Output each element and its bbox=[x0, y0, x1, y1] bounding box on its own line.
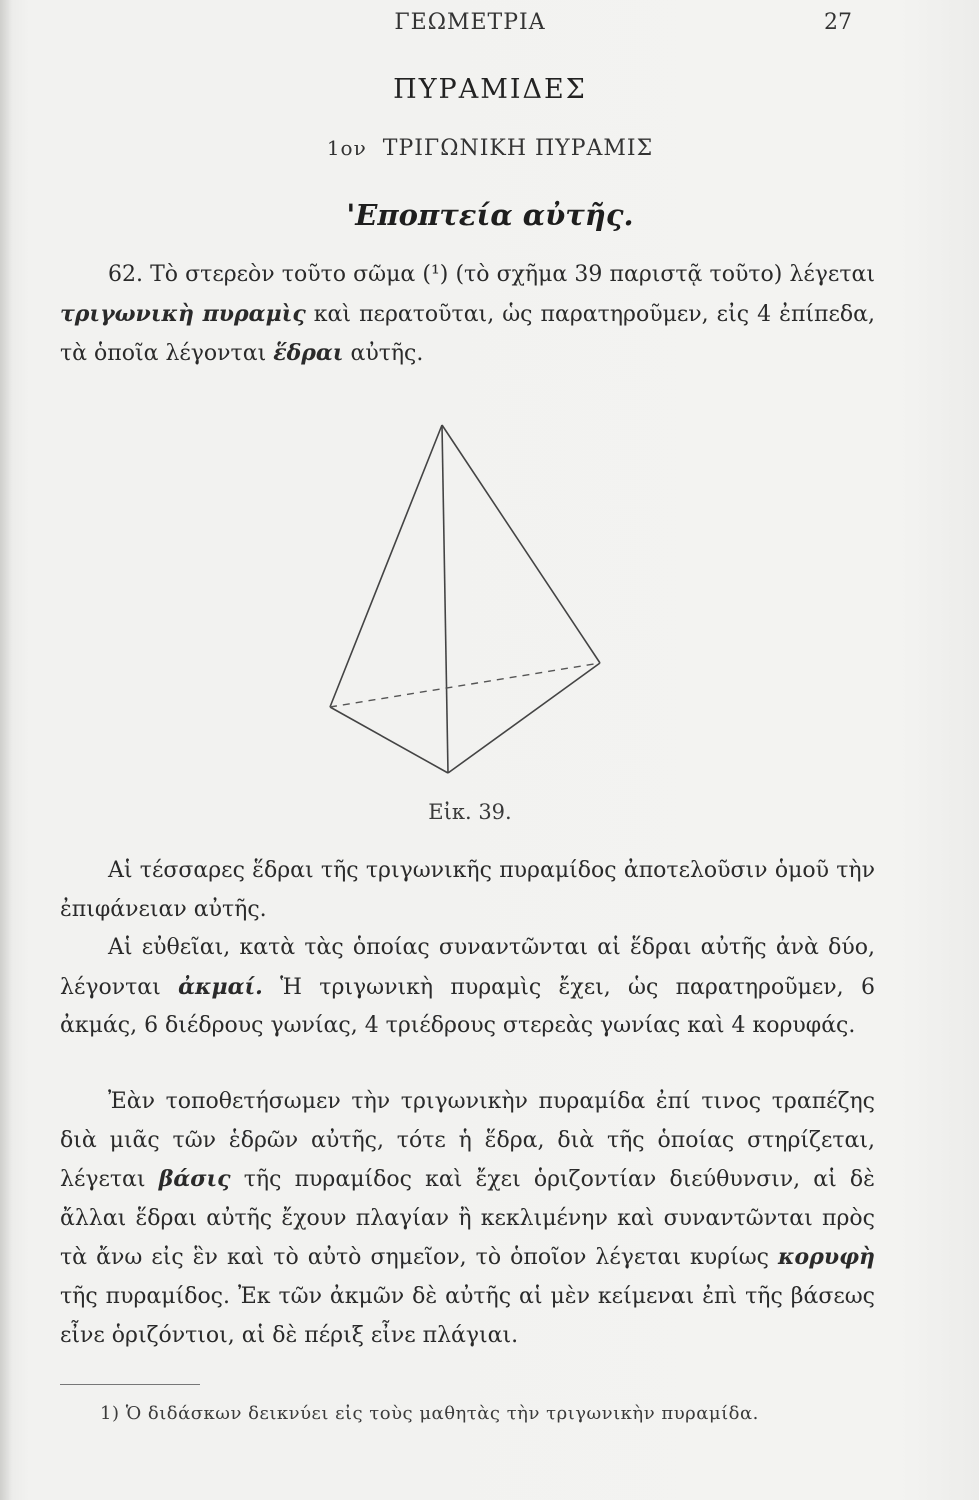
paragraph-base-text-2: τῆς πυραμίδος καὶ ἔχει ὁριζοντίαν διεύθυνσιν, αἱ δὲ ἄλλαι ἕδραι αὐτῆς ἔχουν πλαγίαν ἢ κεκλιμένην καὶ συναντῶνται πρὸς τὰ ἄνω εἰς ἓν καὶ τὸ αὐτὸ σημεῖον, τὸ ὁποῖον λέγεται κυρίως bbox=[60, 1167, 875, 1271]
term-triangular-pyramid: τριγωνικὴ πυραμὶς bbox=[60, 300, 306, 327]
pyramid-base-edge-hidden bbox=[330, 663, 600, 707]
paragraph-62-text-2: καὶ περατοῦται, ὡς παρατηροῦμεν, εἰς 4 ἐπίπεδα, τὰ ὁποῖα λέγονται bbox=[60, 301, 875, 367]
figure-caption: Εἰκ. 39. bbox=[428, 800, 512, 824]
pyramid-base-edge-front-left bbox=[330, 707, 448, 773]
term-faces: ἕδραι bbox=[273, 340, 344, 367]
page-number: 27 bbox=[824, 10, 852, 35]
term-base: βάσις bbox=[158, 1166, 231, 1193]
pyramid-figure bbox=[300, 405, 630, 795]
paragraph-base bbox=[60, 1083, 875, 1355]
paragraph-edges-text-1: Αἱ εὐθεῖαι, κατὰ τὰς ὁποίας συναντῶνται αἱ ἕδραι αὐτῆς ἀνὰ δύο, λέγονται bbox=[60, 935, 875, 1000]
running-title: ΓΕΩΜΕΤΡΙΑ bbox=[394, 10, 546, 35]
footnote: 1) Ὁ διδάσκων δεικνύει εἰς τοὺς μαθητὰς τὴν τριγωνικὴν πυραμίδα. bbox=[100, 1403, 759, 1424]
pyramid-edge-front bbox=[442, 425, 448, 773]
paragraph-edges bbox=[60, 929, 875, 1046]
paragraph-62 bbox=[60, 256, 875, 374]
section-heading bbox=[260, 136, 720, 161]
pyramid-edge-right bbox=[442, 425, 600, 663]
section-title: ΤΡΙΓΩΝΙΚΗ ΠΥΡΑΜΙΣ bbox=[382, 136, 654, 161]
term-apex: κορυφὴ bbox=[778, 1244, 875, 1271]
term-edges: ἀκμαί. bbox=[178, 973, 263, 1000]
paragraph-base-text-1: Ἐὰν τοποθετήσωμεν τὴν τριγωνικὴν πυραμίδα ἐπί τινος τραπέζης διὰ μιᾶς τῶν ἑδρῶν αὐτῆς, τότε ἡ ἕδρα, διὰ τῆς ὁποίας στηρίζεται, λέγεται bbox=[60, 1089, 875, 1193]
paragraph-base-text-3: τῆς πυραμίδος. Ἐκ τῶν ἀκμῶν δὲ αὐτῆς αἱ μὲν κείμεναι ἐπὶ τῆς βάσεως εἶνε ὁριζόντιοι, αἱ δὲ πέριξ εἶνε πλάγιαι. bbox=[60, 1283, 875, 1348]
pyramid-edge-left bbox=[330, 425, 442, 707]
page-binding-shadow bbox=[0, 0, 12, 1500]
paragraph-62-text-3: αὐτῆς. bbox=[343, 341, 424, 367]
paragraph-edges-text-2: Ἡ τριγωνικὴ πυραμὶς ἔχει, ὡς παρατηροῦμεν, 6 ἀκμάς, 6 διέδρους γωνίας, 4 τριέδρους στερεὰς γωνίας καὶ 4 κορυφάς. bbox=[60, 974, 875, 1039]
paragraph-62-text-1: 62. Τὸ στερεὸν τοῦτο σῶμα (¹) (τὸ σχῆμα 39 παριστᾷ τοῦτο) λέγεται bbox=[108, 262, 875, 287]
paragraph-faces: Αἱ τέσσαρες ἕδραι τῆς τριγωνικῆς πυραμίδος ἀποτελοῦσιν ὁμοῦ τὴν ἐπιφάνειαν αὐτῆς. bbox=[60, 858, 875, 922]
section-ordinal: 1ον bbox=[326, 136, 367, 160]
sub-heading: 'Εποπτεία αὐτῆς. bbox=[346, 198, 634, 232]
pyramid-base-edge-front-right bbox=[448, 663, 600, 773]
chapter-title: ΠΥΡΑΜΙΔΕΣ bbox=[393, 74, 587, 105]
footnote-divider bbox=[60, 1384, 200, 1385]
